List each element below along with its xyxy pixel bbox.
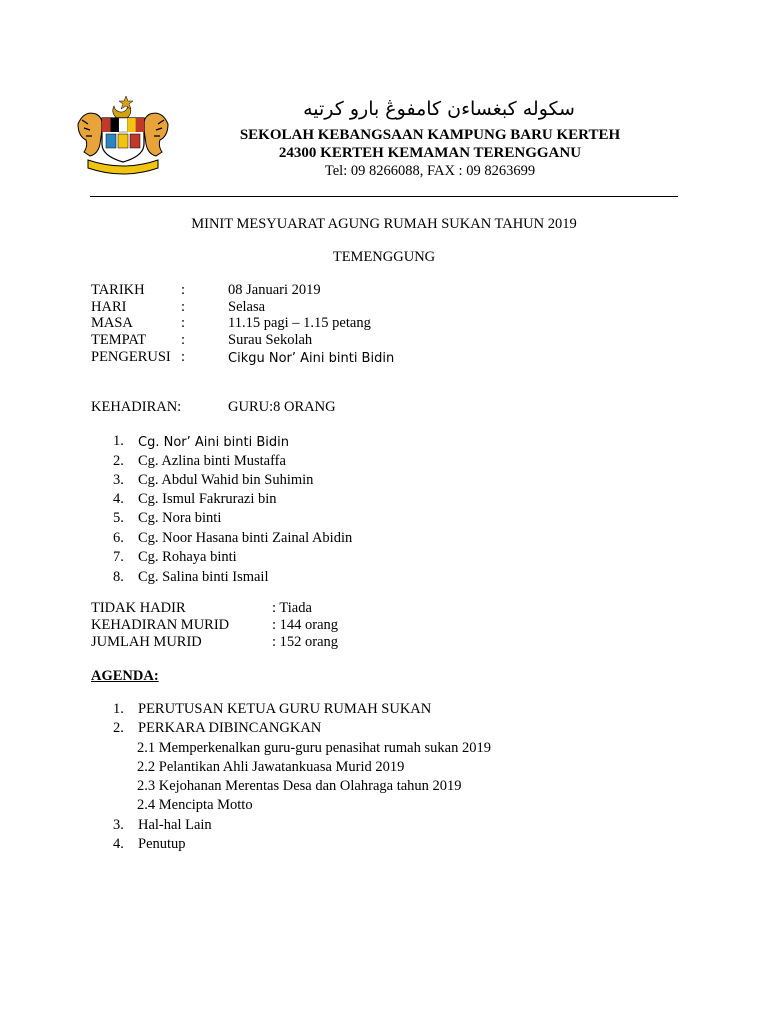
summary-value: : 152 orang xyxy=(272,634,339,650)
detail-sep: : xyxy=(181,299,186,315)
list-item: Cg. Ismul Fakrurazi bin xyxy=(138,491,277,507)
sub-list-item: 2.2 Pelantikan Ahli Jawatankuasa Murid 2019 xyxy=(137,759,405,775)
list-item: Cg. Noor Hasana binti Zainal Abidin xyxy=(138,530,353,546)
school-name: SEKOLAH KEBANGSAAN KAMPUNG BARU KERTEH xyxy=(239,127,621,143)
summary-value: : Tiada xyxy=(272,600,312,616)
detail-sep: : xyxy=(181,315,186,331)
letterhead xyxy=(180,96,680,180)
detail-label-tarikh: TARIKH xyxy=(91,282,145,298)
detail-label-masa: MASA xyxy=(91,315,133,331)
list-item: PERKARA DIBINCANGKAN xyxy=(138,720,322,736)
list-item-number: 3. xyxy=(113,472,124,488)
list-item: Cg. Azlina binti Mustaffa xyxy=(138,453,286,469)
sub-list-item: 2.1 Memperkenalkan guru-guru penasihat rumah sukan 2019 xyxy=(137,740,491,756)
list-item: Cg. Nor’ Aini binti Bidin xyxy=(138,435,289,450)
school-address: 24300 KERTEH KEMAMAN TERENGGANU xyxy=(278,145,582,161)
list-item-number: 4. xyxy=(113,491,124,507)
list-item: Cg. Nora binti xyxy=(138,510,222,526)
school-name-jawi: سکوله کبغساءن کامفوڠ بارو کرتيه xyxy=(303,98,575,120)
list-item: Cg. Rohaya binti xyxy=(138,549,237,565)
detail-label-tempat: TEMPAT xyxy=(91,332,147,348)
summary-label: JUMLAH MURID xyxy=(91,634,202,650)
detail-sep: : xyxy=(181,282,186,298)
list-item-number: 1. xyxy=(113,701,124,717)
detail-value-tempat: Surau Sekolah xyxy=(228,332,313,348)
list-item-number: 3. xyxy=(113,817,124,833)
detail-value-pengerusi: Cikgu Nor’ Aini binti Bidin xyxy=(228,351,395,366)
list-item-number: 2. xyxy=(113,720,124,736)
list-item-number: 1. xyxy=(113,433,124,449)
agenda-heading: AGENDA: xyxy=(91,668,159,684)
list-item: Cg. Salina binti Ismail xyxy=(138,569,269,585)
list-item: Hal-hal Lain xyxy=(138,817,212,833)
list-item-number: 4. xyxy=(113,836,124,852)
detail-value-tarikh: 08 Januari 2019 xyxy=(228,282,321,298)
list-item: PERUTUSAN KETUA GURU RUMAH SUKAN xyxy=(138,701,432,717)
house-name: TEMENGGUNG xyxy=(332,249,436,265)
school-contact: Tel: 09 8266088, FAX : 09 8263699 xyxy=(324,163,536,179)
coat-of-arms-icon xyxy=(74,94,172,176)
document-title: MINIT MESYUARAT AGUNG RUMAH SUKAN TAHUN 2019 xyxy=(191,216,577,232)
header-divider xyxy=(90,196,678,197)
detail-value-hari: Selasa xyxy=(228,299,266,315)
detail-sep: : xyxy=(181,332,186,348)
list-item-number: 5. xyxy=(113,510,124,526)
attendance-label: KEHADIRAN: xyxy=(91,399,182,415)
list-item-number: 8. xyxy=(113,569,124,585)
detail-sep: : xyxy=(181,349,186,365)
summary-value: : 144 orang xyxy=(272,617,339,633)
detail-value-masa: 11.15 pagi – 1.15 petang xyxy=(228,315,371,331)
summary-label: KEHADIRAN MURID xyxy=(91,617,230,633)
attendance-value: GURU:8 ORANG xyxy=(228,399,336,415)
detail-label-pengerusi: PENGERUSI xyxy=(91,349,171,365)
list-item: Cg. Abdul Wahid bin Suhimin xyxy=(138,472,314,488)
list-item: Penutup xyxy=(138,836,186,852)
list-item-number: 2. xyxy=(113,453,124,469)
sub-list-item: 2.4 Mencipta Motto xyxy=(137,797,253,813)
list-item-number: 6. xyxy=(113,530,124,546)
detail-label-hari: HARI xyxy=(91,299,127,315)
sub-list-item: 2.3 Kejohanan Merentas Desa dan Olahraga tahun 2019 xyxy=(137,778,462,794)
summary-label: TIDAK HADIR xyxy=(91,600,186,616)
list-item-number: 7. xyxy=(113,549,124,565)
